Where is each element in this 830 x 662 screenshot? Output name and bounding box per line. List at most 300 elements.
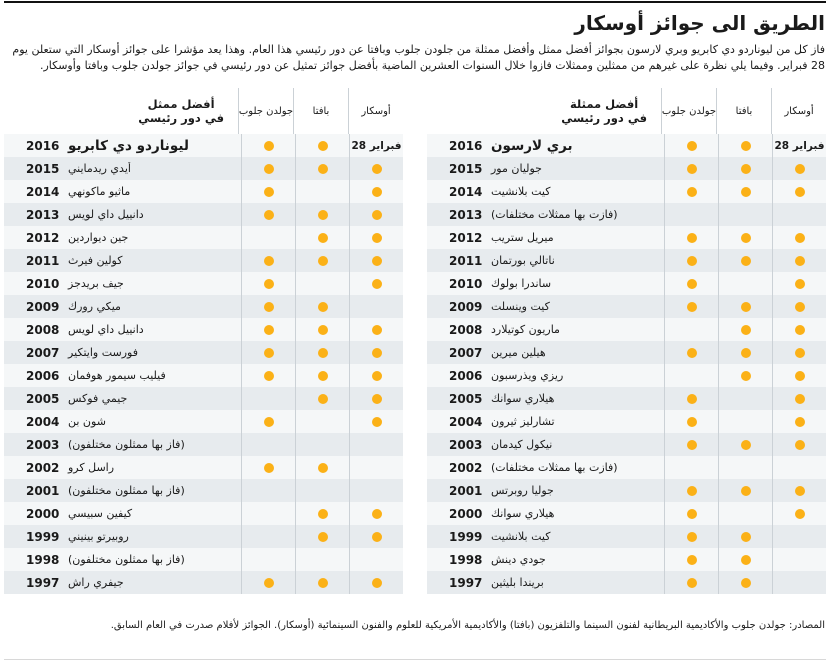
golden-globe-cell <box>664 295 718 318</box>
year-label: 2006 <box>449 368 483 383</box>
table-row <box>4 571 403 594</box>
award-dot <box>372 509 382 519</box>
oscar-cell <box>349 272 403 295</box>
award-dot <box>795 486 805 496</box>
year-label: 1999 <box>449 529 483 544</box>
oscar-cell: 28 فبراير <box>349 134 403 157</box>
bafta-cell <box>718 157 772 180</box>
winner-name: (فاز بها ممثلون مختلفون) <box>68 553 185 566</box>
table-row <box>427 456 826 479</box>
oscar-cell <box>349 456 403 479</box>
bafta-cell <box>295 456 349 479</box>
award-dot <box>687 509 697 519</box>
column-header: بافتا <box>293 88 348 134</box>
table-row <box>427 479 826 502</box>
year-label: 2014 <box>26 184 60 199</box>
oscar-cell <box>772 341 826 364</box>
year-label: 2014 <box>449 184 483 199</box>
winner-name: هيلاري سوانك <box>491 392 555 405</box>
table-row <box>4 157 403 180</box>
award-dot <box>318 325 328 335</box>
table-row <box>427 318 826 341</box>
award-dot <box>372 578 382 588</box>
year-label: 2002 <box>26 460 60 475</box>
award-dot <box>318 233 328 243</box>
year-label: 2001 <box>26 483 60 498</box>
award-dot <box>372 417 382 427</box>
award-dot <box>687 348 697 358</box>
year-label: 2001 <box>449 483 483 498</box>
golden-globe-cell <box>664 502 718 525</box>
tables-container <box>4 88 826 594</box>
winner-name: كيت وينسلت <box>491 300 550 313</box>
table-row <box>4 433 403 456</box>
winner-name: جودي دينش <box>491 553 546 566</box>
table-row <box>427 548 826 571</box>
oscar-cell <box>349 157 403 180</box>
golden-globe-cell <box>241 157 295 180</box>
winner-name: (فازت بها ممثلات مختلفات) <box>491 461 618 474</box>
bafta-cell <box>718 433 772 456</box>
year-label: 2012 <box>449 230 483 245</box>
award-dot <box>372 279 382 289</box>
winner-name: جيمي فوكس <box>68 392 128 405</box>
winner-name: بري لارسون <box>491 137 573 154</box>
table-row <box>4 479 403 502</box>
award-dot <box>372 187 382 197</box>
bafta-cell <box>718 295 772 318</box>
golden-globe-cell <box>664 272 718 295</box>
oscar-cell <box>349 479 403 502</box>
award-dot <box>264 325 274 335</box>
year-label: 2011 <box>449 253 483 268</box>
oscar-cell <box>772 571 826 594</box>
oscar-cell <box>772 502 826 525</box>
year-label: 2011 <box>26 253 60 268</box>
column-header: بافتا <box>716 88 771 134</box>
bafta-cell <box>295 341 349 364</box>
column-header: أوسكار <box>348 88 403 134</box>
award-dot <box>264 210 274 220</box>
year-label: 2015 <box>26 161 60 176</box>
actress-table-title <box>427 88 661 134</box>
bafta-cell <box>295 180 349 203</box>
bafta-cell <box>718 134 772 157</box>
table-row <box>4 226 403 249</box>
winner-name: فيليب سيمور هوفمان <box>68 369 166 382</box>
oscar-cell <box>349 226 403 249</box>
award-dot <box>372 532 382 542</box>
award-dot <box>741 440 751 450</box>
table-row <box>427 272 826 295</box>
source-note: المصادر: جولدن جلوب والأكاديمية البريطانية لفنون السينما والتلفزيون (بافتا) والأكاديمية الأمريكية للعلوم والفنون السينمائية (أوسكار). الجوائز لأفلام صدرت في العام السابق. <box>110 620 825 631</box>
award-dot <box>318 394 328 404</box>
winner-name: (فازت بها ممثلات مختلفات) <box>491 208 618 221</box>
winner-name: ريزي ويذرسبون <box>491 369 564 382</box>
oscar-cell <box>772 249 826 272</box>
winner-name: ماثيو ماكونهي <box>68 185 131 198</box>
bafta-cell <box>718 318 772 341</box>
year-label: 2005 <box>449 391 483 406</box>
award-dot <box>741 302 751 312</box>
award-dot <box>687 417 697 427</box>
oscar-cell <box>349 203 403 226</box>
table-row <box>427 295 826 318</box>
year-label: 2009 <box>449 299 483 314</box>
award-dot <box>318 256 328 266</box>
golden-globe-cell <box>241 548 295 571</box>
winner-name: جيفري راش <box>68 576 124 589</box>
year-label: 2015 <box>449 161 483 176</box>
winner-name: ساندرا بولوك <box>491 277 552 290</box>
bafta-cell <box>718 203 772 226</box>
oscar-cell <box>772 410 826 433</box>
year-label: 2004 <box>26 414 60 429</box>
winner-name: شون بن <box>68 415 106 428</box>
winner-name: ليوناردو دي كابريو <box>68 137 189 154</box>
oscar-cell <box>772 295 826 318</box>
award-dot <box>318 371 328 381</box>
award-dot <box>264 279 274 289</box>
bafta-cell <box>295 364 349 387</box>
bafta-cell <box>295 410 349 433</box>
oscar-cell <box>772 479 826 502</box>
golden-globe-cell <box>664 571 718 594</box>
winner-name: جوليان مور <box>491 162 542 175</box>
bafta-cell <box>295 502 349 525</box>
table-row <box>427 157 826 180</box>
oscar-cell <box>772 203 826 226</box>
golden-globe-cell <box>664 456 718 479</box>
award-dot <box>264 141 274 151</box>
oscar-cell <box>772 318 826 341</box>
winner-name: فورست وايتكير <box>68 346 138 359</box>
table-row <box>4 318 403 341</box>
year-label: 2002 <box>449 460 483 475</box>
oscar-cell <box>349 502 403 525</box>
award-dot <box>372 348 382 358</box>
bafta-cell <box>295 134 349 157</box>
award-dot <box>687 141 697 151</box>
year-label: 1999 <box>26 529 60 544</box>
year-label: 2009 <box>26 299 60 314</box>
award-dot <box>687 555 697 565</box>
award-dot <box>687 233 697 243</box>
award-dot <box>687 164 697 174</box>
golden-globe-cell <box>664 433 718 456</box>
year-label: 2010 <box>26 276 60 291</box>
actor-table-title-text: أفضل ممثل في دور رئيسي <box>138 97 224 125</box>
winner-name: هيلين ميرين <box>491 346 546 359</box>
golden-globe-cell <box>664 203 718 226</box>
year-label: 2000 <box>449 506 483 521</box>
column-header: جولدن جلوب <box>238 88 293 134</box>
winner-name: تشارليز ثيرون <box>491 415 555 428</box>
table-row <box>427 364 826 387</box>
award-dot <box>318 164 328 174</box>
golden-globe-cell <box>241 410 295 433</box>
award-dot <box>372 164 382 174</box>
column-header: جولدن جلوب <box>661 88 716 134</box>
oscar-cell <box>772 387 826 410</box>
best-actor-table <box>4 88 403 594</box>
intro-text: فاز كل من ليوناردو دي كابريو وبري لارسون بجوائز أفضل ممثل وأفضل ممثلة من جلودن جلوب وبافتا عن دور رئيسي هذا العام. وهذا يعد مؤشرا على جوائز أوسكار التي ستعلن يوم 28 فبراير. وفيما يلي نظرة على غيرهم من ممثلين وممثلات فازوا خلال السنوات العشرين الماضية بأفضل جوائز تمثيل عن دور رئيسي في جوائز جولدن جلوب وبافتا وأوسكار. <box>12 43 825 72</box>
oscar-cell <box>772 548 826 571</box>
oscar-cell <box>349 180 403 203</box>
oscar-cell <box>772 272 826 295</box>
year-label: 2007 <box>449 345 483 360</box>
award-dot <box>264 463 274 473</box>
winner-name: ميريل ستريب <box>491 231 554 244</box>
bafta-cell <box>295 249 349 272</box>
oscar-cell <box>349 341 403 364</box>
bafta-cell <box>295 203 349 226</box>
oscar-cell <box>349 387 403 410</box>
award-dot <box>372 210 382 220</box>
table-row <box>4 364 403 387</box>
winner-name: نيكول كيدمان <box>491 438 553 451</box>
award-dot <box>741 555 751 565</box>
award-dot <box>687 256 697 266</box>
bafta-cell <box>295 548 349 571</box>
year-label: 2010 <box>449 276 483 291</box>
bafta-cell <box>718 456 772 479</box>
award-dot <box>795 371 805 381</box>
golden-globe-cell <box>241 502 295 525</box>
table-row <box>427 571 826 594</box>
golden-globe-cell <box>241 226 295 249</box>
bafta-cell <box>718 525 772 548</box>
year-label: 2006 <box>26 368 60 383</box>
oscar-cell <box>772 525 826 548</box>
oscar-cell: 28 فبراير <box>772 134 826 157</box>
golden-globe-cell <box>664 318 718 341</box>
golden-globe-cell <box>241 364 295 387</box>
table-row <box>427 226 826 249</box>
table-row <box>4 341 403 364</box>
year-label: 2008 <box>26 322 60 337</box>
award-dot <box>687 394 697 404</box>
oscar-cell <box>349 548 403 571</box>
oscar-cell <box>349 318 403 341</box>
award-dot <box>795 164 805 174</box>
bafta-cell <box>718 341 772 364</box>
bafta-cell <box>295 157 349 180</box>
award-dot <box>741 141 751 151</box>
award-dot <box>372 233 382 243</box>
golden-globe-cell <box>664 548 718 571</box>
award-dot <box>687 486 697 496</box>
award-dot <box>741 532 751 542</box>
golden-globe-cell <box>241 387 295 410</box>
bafta-cell <box>718 272 772 295</box>
bafta-cell <box>718 180 772 203</box>
award-dot <box>687 302 697 312</box>
winner-name: جين ديواردين <box>68 231 129 244</box>
award-dot <box>741 348 751 358</box>
winner-name: كيفين سبيسي <box>68 507 133 520</box>
winner-name: ناتالي بورتمان <box>491 254 555 267</box>
award-dot <box>372 371 382 381</box>
golden-globe-cell <box>241 456 295 479</box>
table-row <box>4 134 403 157</box>
golden-globe-cell <box>664 157 718 180</box>
winner-name: بريندا بليثين <box>491 576 544 589</box>
award-dot <box>372 394 382 404</box>
table-row <box>4 548 403 571</box>
actor-table-title <box>4 88 238 134</box>
award-dot <box>318 302 328 312</box>
golden-globe-cell <box>241 479 295 502</box>
bafta-cell <box>718 226 772 249</box>
table-row <box>427 203 826 226</box>
table-row <box>4 272 403 295</box>
award-dot <box>741 164 751 174</box>
award-dot <box>318 509 328 519</box>
golden-globe-cell <box>241 341 295 364</box>
award-dot <box>687 187 697 197</box>
table-row <box>427 134 826 157</box>
year-label: 2013 <box>26 207 60 222</box>
year-label: 2016 <box>26 138 60 153</box>
award-dot <box>318 463 328 473</box>
award-dot <box>741 256 751 266</box>
golden-globe-cell <box>241 272 295 295</box>
award-dot <box>372 325 382 335</box>
bafta-cell <box>295 226 349 249</box>
award-dot <box>318 578 328 588</box>
actress-table-body <box>427 134 826 594</box>
award-dot <box>264 371 274 381</box>
golden-globe-cell <box>664 249 718 272</box>
award-dot <box>318 210 328 220</box>
table-row <box>4 456 403 479</box>
bafta-cell <box>718 571 772 594</box>
award-dot <box>687 532 697 542</box>
award-dot <box>741 325 751 335</box>
award-dot <box>687 440 697 450</box>
award-dot <box>795 279 805 289</box>
golden-globe-cell <box>664 479 718 502</box>
award-dot <box>264 578 274 588</box>
bafta-cell <box>295 318 349 341</box>
bafta-cell <box>718 479 772 502</box>
table-row <box>4 295 403 318</box>
award-dot <box>795 325 805 335</box>
award-dot <box>264 187 274 197</box>
oscar-cell <box>349 410 403 433</box>
table-row <box>427 433 826 456</box>
award-dot <box>795 440 805 450</box>
oscar-cell <box>772 364 826 387</box>
award-dot <box>741 486 751 496</box>
golden-globe-cell <box>241 134 295 157</box>
award-dot <box>795 187 805 197</box>
bafta-cell <box>295 295 349 318</box>
column-header: أوسكار <box>771 88 826 134</box>
winner-name: كولين فيرث <box>68 254 123 267</box>
winner-name: راسل كرو <box>68 461 115 474</box>
award-dot <box>795 348 805 358</box>
winner-name: (فاز بها ممثلون مختلفون) <box>68 438 185 451</box>
golden-globe-cell <box>664 341 718 364</box>
winner-name: جيف بريدجز <box>68 277 124 290</box>
golden-globe-cell <box>241 525 295 548</box>
golden-globe-cell <box>664 180 718 203</box>
table-row <box>4 180 403 203</box>
bafta-cell <box>718 249 772 272</box>
table-row <box>4 525 403 548</box>
year-label: 2003 <box>449 437 483 452</box>
award-dot <box>795 417 805 427</box>
bafta-cell <box>295 433 349 456</box>
award-dot <box>795 256 805 266</box>
actor-table-body <box>4 134 403 594</box>
table-row <box>427 249 826 272</box>
year-label: 2007 <box>26 345 60 360</box>
golden-globe-cell <box>664 387 718 410</box>
year-label: 1997 <box>449 575 483 590</box>
award-dot <box>318 348 328 358</box>
table-row <box>4 410 403 433</box>
award-dot <box>264 164 274 174</box>
oscar-cell <box>349 364 403 387</box>
year-label: 2008 <box>449 322 483 337</box>
award-dot <box>795 394 805 404</box>
table-row <box>427 341 826 364</box>
bafta-cell <box>295 387 349 410</box>
bafta-cell <box>718 387 772 410</box>
oscar-cell <box>349 249 403 272</box>
golden-globe-cell <box>241 249 295 272</box>
year-label: 1997 <box>26 575 60 590</box>
bafta-cell <box>295 571 349 594</box>
best-actress-table <box>427 88 826 594</box>
oscar-cell <box>349 525 403 548</box>
award-dot <box>741 371 751 381</box>
table-row <box>4 387 403 410</box>
golden-globe-cell <box>664 364 718 387</box>
year-label: 2013 <box>449 207 483 222</box>
oscar-cell <box>349 571 403 594</box>
year-label: 2016 <box>449 138 483 153</box>
table-row <box>427 410 826 433</box>
award-dot <box>795 302 805 312</box>
bafta-cell <box>718 364 772 387</box>
bafta-cell <box>295 479 349 502</box>
award-dot <box>264 417 274 427</box>
golden-globe-cell <box>664 410 718 433</box>
actor-table-header <box>4 88 403 134</box>
award-dot <box>741 233 751 243</box>
year-label: 2000 <box>26 506 60 521</box>
golden-globe-cell <box>241 433 295 456</box>
award-dot <box>318 532 328 542</box>
table-row <box>427 387 826 410</box>
golden-globe-cell <box>241 571 295 594</box>
table-row <box>4 249 403 272</box>
winner-name: ميكي رورك <box>68 300 121 313</box>
award-dot <box>372 256 382 266</box>
page-title: الطريق الى جوائز أوسكار <box>574 11 825 35</box>
table-row <box>4 203 403 226</box>
bafta-cell <box>295 525 349 548</box>
winner-name: هيلاري سوانك <box>491 507 555 520</box>
year-label: 1998 <box>449 552 483 567</box>
winner-name: (فاز بها ممثلون مختلفون) <box>68 484 185 497</box>
table-row <box>427 502 826 525</box>
winner-name: دانييل داي لويس <box>68 323 144 336</box>
